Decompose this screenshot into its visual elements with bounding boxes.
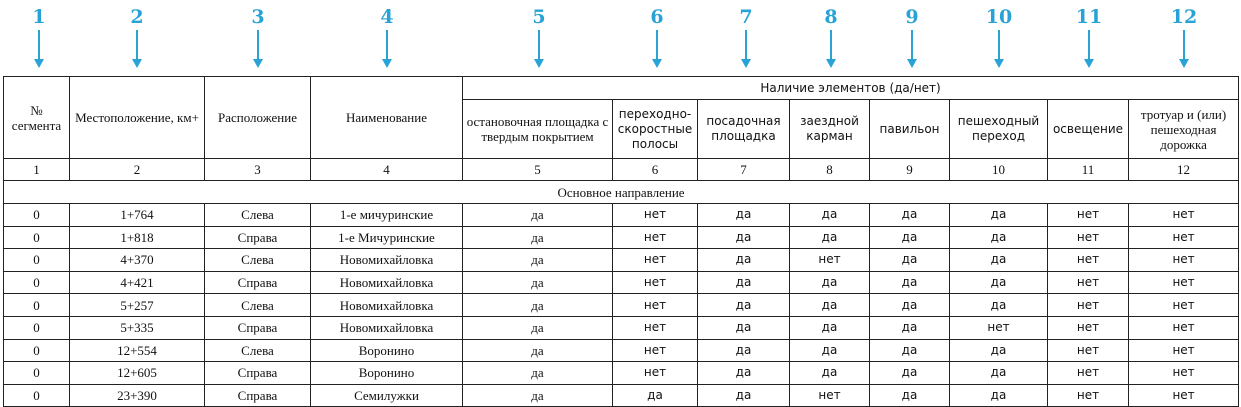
table-cell: да <box>790 204 870 227</box>
table-cell: да <box>870 271 950 294</box>
header-element: остановочная площадка с твердым покрытием <box>463 100 613 159</box>
table-cell: Воронино <box>311 339 463 362</box>
table-row <box>4 339 1239 362</box>
table-cell: да <box>698 339 790 362</box>
table-cell: нет <box>613 362 698 385</box>
column-number: 12 <box>1129 159 1239 181</box>
table-cell: да <box>950 384 1048 407</box>
header-segment-no: № сегмента <box>4 77 70 159</box>
table-cell: нет <box>790 384 870 407</box>
column-marker-number: 1 <box>32 6 46 28</box>
table-cell: Слева <box>205 249 311 272</box>
table-cell: Слева <box>205 339 311 362</box>
table-cell: да <box>698 204 790 227</box>
column-marker-number: 8 <box>824 6 838 28</box>
table-cell: да <box>870 294 950 317</box>
table-cell: Новомихайловка <box>311 271 463 294</box>
column-marker-number: 3 <box>251 6 265 28</box>
table-cell: нет <box>613 271 698 294</box>
table-row <box>4 249 1239 272</box>
table-cell: Слева <box>205 204 311 227</box>
column-number: 11 <box>1048 159 1129 181</box>
arrow-down-icon <box>386 30 388 60</box>
table-cell: да <box>463 294 613 317</box>
table-cell: да <box>463 204 613 227</box>
table-row <box>4 294 1239 317</box>
table-cell: да <box>463 362 613 385</box>
arrow-down-icon <box>136 30 138 60</box>
table-cell: да <box>870 226 950 249</box>
table-cell: Слева <box>205 294 311 317</box>
table-cell: Семилужки <box>311 384 463 407</box>
table-cell: да <box>698 316 790 339</box>
column-markers <box>0 0 1241 75</box>
table-cell: нет <box>1129 339 1239 362</box>
table-cell: да <box>790 362 870 385</box>
column-number: 4 <box>311 159 463 181</box>
table-cell: 12+554 <box>70 339 205 362</box>
table-cell: нет <box>1129 249 1239 272</box>
table-cell: да <box>950 271 1048 294</box>
table-row <box>4 362 1239 385</box>
table-cell: да <box>950 226 1048 249</box>
table-cell: да <box>870 316 950 339</box>
table-cell: да <box>790 226 870 249</box>
arrow-down-icon <box>911 30 913 60</box>
table-cell: Справа <box>205 316 311 339</box>
column-marker-number: 11 <box>1075 6 1103 28</box>
column-number: 2 <box>70 159 205 181</box>
table-cell: Воронино <box>311 362 463 385</box>
table-cell: да <box>950 362 1048 385</box>
table-cell: да <box>870 339 950 362</box>
table-cell: нет <box>613 339 698 362</box>
column-number: 9 <box>870 159 950 181</box>
table-cell: да <box>463 339 613 362</box>
table-cell: да <box>463 316 613 339</box>
column-marker <box>519 6 559 60</box>
table-body <box>4 204 1239 407</box>
table-cell: нет <box>1129 362 1239 385</box>
table-cell: да <box>950 294 1048 317</box>
table-cell: нет <box>1048 294 1129 317</box>
header-element: павильон <box>870 100 950 159</box>
table-cell: да <box>698 362 790 385</box>
table-cell: да <box>950 204 1048 227</box>
column-marker <box>637 6 677 60</box>
table-row <box>4 226 1239 249</box>
column-marker-number: 12 <box>1170 6 1198 28</box>
table-cell: да <box>463 384 613 407</box>
table-cell: нет <box>1048 204 1129 227</box>
table-cell: нет <box>1129 271 1239 294</box>
column-marker-number: 6 <box>650 6 664 28</box>
column-marker <box>1164 6 1204 60</box>
bus-stops-table <box>3 76 1239 407</box>
table-cell: нет <box>1048 226 1129 249</box>
column-marker <box>117 6 157 60</box>
table-cell: 0 <box>4 226 70 249</box>
arrow-down-icon <box>656 30 658 60</box>
column-marker <box>811 6 851 60</box>
table-cell: Справа <box>205 271 311 294</box>
header-name: Наименование <box>311 77 463 159</box>
table-cell: 1-е Мичуринские <box>311 226 463 249</box>
column-marker-number: 4 <box>380 6 394 28</box>
table-row <box>4 384 1239 407</box>
arrow-down-icon <box>745 30 747 60</box>
table-cell: Справа <box>205 362 311 385</box>
table-cell: 0 <box>4 384 70 407</box>
column-number: 8 <box>790 159 870 181</box>
table-cell: да <box>698 294 790 317</box>
table-cell: нет <box>1048 249 1129 272</box>
table-row <box>4 316 1239 339</box>
table-cell: 5+257 <box>70 294 205 317</box>
column-marker-number: 2 <box>130 6 144 28</box>
column-marker-number: 5 <box>532 6 546 28</box>
table-cell: 4+421 <box>70 271 205 294</box>
column-number: 6 <box>613 159 698 181</box>
table-cell: нет <box>1129 226 1239 249</box>
table-cell: да <box>698 271 790 294</box>
column-marker <box>726 6 766 60</box>
header-row <box>4 77 1239 100</box>
table-cell: да <box>698 226 790 249</box>
table-cell: нет <box>1048 362 1129 385</box>
table-cell: нет <box>613 204 698 227</box>
table-cell: Новомихайловка <box>311 294 463 317</box>
column-marker-number: 10 <box>985 6 1013 28</box>
table-cell: 0 <box>4 339 70 362</box>
arrow-down-icon <box>38 30 40 60</box>
table-row <box>4 271 1239 294</box>
table-cell: нет <box>1048 384 1129 407</box>
column-numbers-row <box>4 159 1239 181</box>
table-cell: Справа <box>205 384 311 407</box>
arrow-down-icon <box>830 30 832 60</box>
table-cell: 12+605 <box>70 362 205 385</box>
table-cell: 1+764 <box>70 204 205 227</box>
table-cell: 1-е мичуринские <box>311 204 463 227</box>
table-cell: да <box>790 271 870 294</box>
arrow-down-icon <box>1183 30 1185 60</box>
table-cell: да <box>463 226 613 249</box>
table-cell: нет <box>613 249 698 272</box>
header-element: посадочная площадка <box>698 100 790 159</box>
column-number: 7 <box>698 159 790 181</box>
table-cell: да <box>463 249 613 272</box>
header-side: Расположение <box>205 77 311 159</box>
table-cell: нет <box>790 249 870 272</box>
table-cell: да <box>790 294 870 317</box>
table-cell: да <box>463 271 613 294</box>
table-cell: да <box>870 384 950 407</box>
header-location: Местоположение, км+ <box>70 77 205 159</box>
table-cell: нет <box>1048 271 1129 294</box>
table-cell: нет <box>950 316 1048 339</box>
table-cell: да <box>613 384 698 407</box>
arrow-down-icon <box>538 30 540 60</box>
table-cell: нет <box>1129 294 1239 317</box>
column-number: 5 <box>463 159 613 181</box>
table-cell: нет <box>613 226 698 249</box>
arrow-down-icon <box>998 30 1000 60</box>
header-element: освещение <box>1048 100 1129 159</box>
header-element: тротуар и (или) пешеходная дорожка <box>1129 100 1239 159</box>
column-number: 1 <box>4 159 70 181</box>
table-cell: нет <box>1048 316 1129 339</box>
table-cell: 0 <box>4 271 70 294</box>
column-number: 3 <box>205 159 311 181</box>
table-cell: нет <box>1129 204 1239 227</box>
table-cell: да <box>790 339 870 362</box>
table-cell: 0 <box>4 294 70 317</box>
table-cell: 0 <box>4 204 70 227</box>
table-cell: Новомихайловка <box>311 316 463 339</box>
column-marker <box>19 6 59 60</box>
table-cell: да <box>870 362 950 385</box>
column-marker-number: 9 <box>905 6 919 28</box>
table-cell: 23+390 <box>70 384 205 407</box>
table-cell: нет <box>1129 384 1239 407</box>
column-marker <box>1069 6 1109 60</box>
arrow-down-icon <box>257 30 259 60</box>
table-cell: нет <box>1129 316 1239 339</box>
column-marker <box>238 6 278 60</box>
table-cell: да <box>790 316 870 339</box>
column-marker <box>892 6 932 60</box>
table-cell: да <box>870 204 950 227</box>
table-cell: да <box>950 339 1048 362</box>
table-cell: 1+818 <box>70 226 205 249</box>
column-marker-number: 7 <box>739 6 753 28</box>
table-cell: да <box>950 249 1048 272</box>
table-cell: 5+335 <box>70 316 205 339</box>
table-cell: нет <box>613 294 698 317</box>
column-marker <box>979 6 1019 60</box>
table-cell: 0 <box>4 249 70 272</box>
section-title: Основное направление <box>4 181 1239 204</box>
table-cell: 4+370 <box>70 249 205 272</box>
table-cell: да <box>698 249 790 272</box>
table-cell: нет <box>1048 339 1129 362</box>
table-cell: нет <box>613 316 698 339</box>
header-element: переходно-скоростные полосы <box>613 100 698 159</box>
column-number: 10 <box>950 159 1048 181</box>
section-row <box>4 181 1239 204</box>
arrow-down-icon <box>1088 30 1090 60</box>
table-cell: Справа <box>205 226 311 249</box>
header-elements-group: Наличие элементов (да/нет) <box>463 77 1239 100</box>
table-cell: да <box>870 249 950 272</box>
table-cell: Новомихайловка <box>311 249 463 272</box>
header-element: пешеходный переход <box>950 100 1048 159</box>
table-row <box>4 204 1239 227</box>
column-marker <box>367 6 407 60</box>
table-cell: да <box>698 384 790 407</box>
table-cell: 0 <box>4 316 70 339</box>
table-cell: 0 <box>4 362 70 385</box>
header-element: заездной карман <box>790 100 870 159</box>
